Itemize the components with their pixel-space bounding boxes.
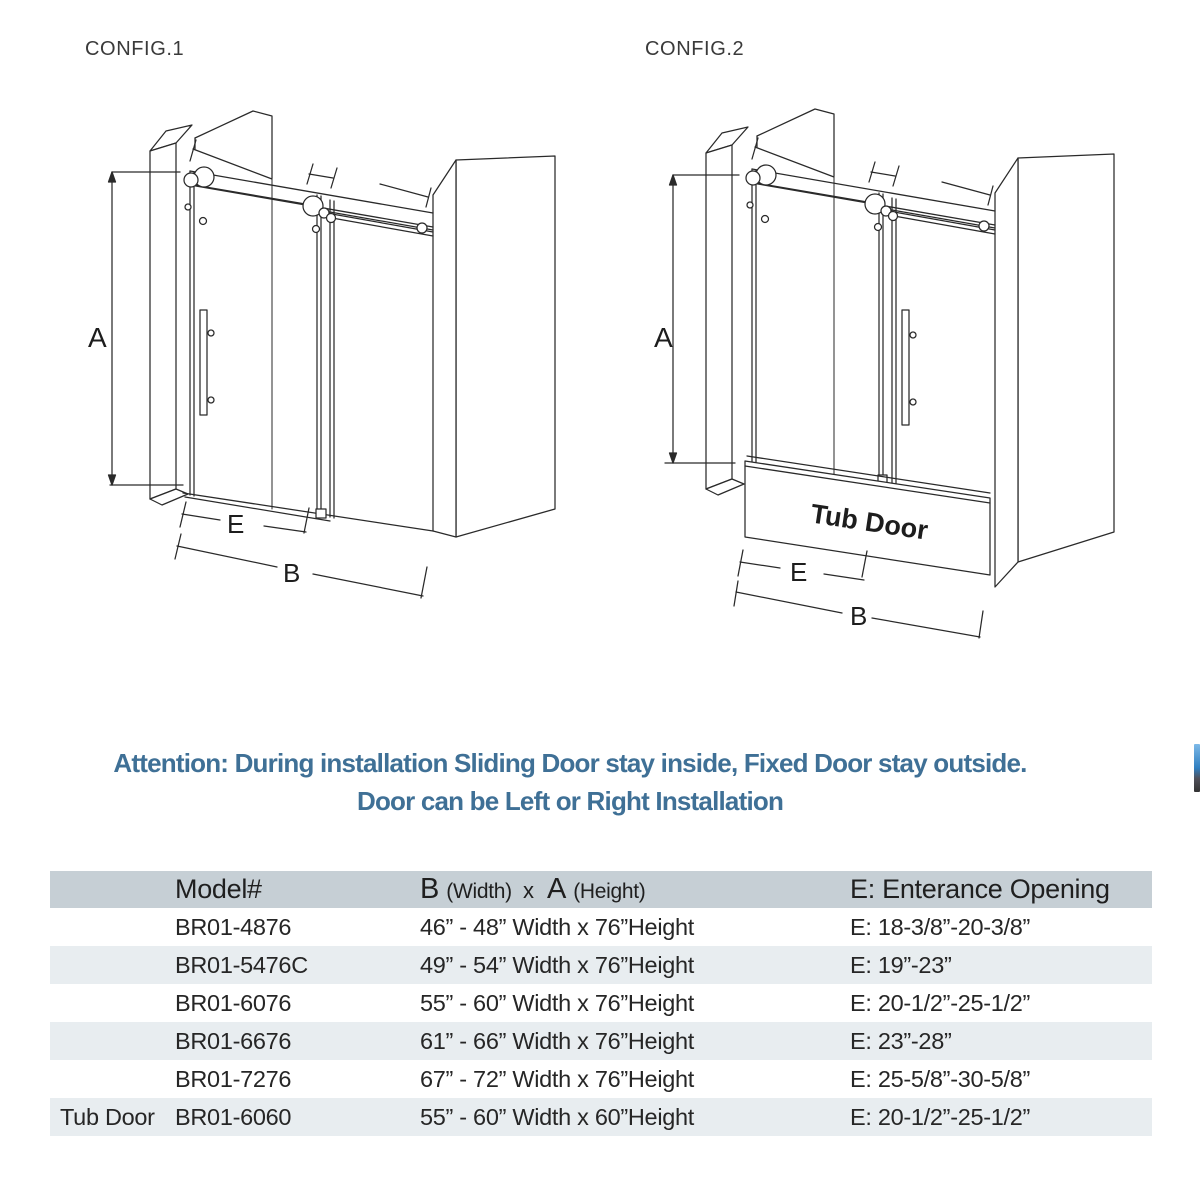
config1-right-wall: [433, 156, 555, 537]
config2-right-wall: [995, 154, 1114, 587]
size-cell: 55” - 60” Width x 60”Height: [420, 1103, 695, 1130]
entrance-cell: E: 18-3/8”-20-3/8”: [850, 913, 1031, 940]
header-b: B: [420, 873, 440, 905]
config1-drawing: [80, 85, 600, 705]
size-cell: 49” - 54” Width x 76”Height: [420, 951, 695, 978]
table-row: [50, 908, 1152, 946]
model-cell: BR01-6676: [175, 1027, 292, 1054]
config2-label-b: B: [850, 601, 868, 631]
table-row: [50, 1022, 1152, 1060]
header-height: (Height): [573, 880, 646, 903]
config2-door-handle: [902, 310, 916, 425]
model-cell: BR01-7276: [175, 1065, 292, 1092]
config2-fixed-panel: [878, 198, 995, 488]
header-width: (Width): [446, 880, 512, 903]
config2-left-wall: [706, 127, 748, 495]
config2-title: CONFIG.2: [645, 38, 745, 60]
header-size-cell: [420, 873, 850, 906]
config1-title: CONFIG.1: [85, 38, 185, 60]
table-row: [50, 946, 1152, 984]
config1-label-a: A: [88, 322, 107, 353]
config2-drawing: [640, 85, 1160, 705]
size-cell: 67” - 72” Width x 76”Height: [420, 1065, 695, 1092]
attention-note: [0, 744, 1140, 820]
entrance-cell: E: 20-1/2”-25-1/2”: [850, 1103, 1031, 1130]
header-model-cell: Model#: [175, 874, 262, 904]
model-cell: BR01-5476C: [175, 951, 308, 978]
config2-header-wall: [757, 109, 834, 476]
header-x: x: [523, 878, 534, 903]
header-entrance-cell: E: Enterance Opening: [850, 874, 1110, 904]
config2-tub-door-label: Tub Door: [808, 498, 930, 546]
entrance-cell: E: 25-5/8”-30-5/8”: [850, 1065, 1031, 1092]
entrance-cell: E: 20-1/2”-25-1/2”: [850, 989, 1031, 1016]
entrance-cell: E: 19”-23”: [850, 951, 952, 978]
config2-sliding-door: [752, 170, 883, 484]
table-row: [50, 984, 1152, 1022]
model-cell: BR01-6076: [175, 989, 292, 1016]
config1-sliding-door: [190, 172, 321, 516]
table-row: [50, 1060, 1152, 1098]
config1-fixed-panel: [316, 200, 433, 518]
attention-line-1: Attention: During installation Sliding Door stay inside, Fixed Door stay outside.: [113, 748, 1027, 778]
model-cell: BR01-4876: [175, 913, 292, 940]
size-cell: 61” - 66” Width x 76”Height: [420, 1027, 695, 1054]
screen-edge-artifact: [1194, 744, 1200, 792]
table-header-row: [50, 871, 1152, 908]
config1-label-e: E: [227, 509, 245, 539]
model-cell: BR01-6060: [175, 1103, 292, 1130]
table-row: [50, 1098, 1152, 1136]
header-a: A: [546, 873, 566, 905]
config1-dimension-b: [175, 534, 427, 598]
size-cell: 55” - 60” Width x 76”Height: [420, 989, 695, 1016]
config1-label-b: B: [283, 558, 301, 588]
config2-label-a: A: [654, 322, 673, 353]
group-cell: Tub Door: [60, 1103, 155, 1130]
config1-door-handle: [200, 310, 214, 415]
attention-line-2: Door can be Left or Right Installation: [356, 786, 784, 816]
entrance-cell: E: 23”-28”: [850, 1027, 952, 1054]
size-cell: 46” - 48” Width x 76”Height: [420, 913, 695, 940]
config2-label-e: E: [790, 557, 808, 587]
spec-table: [50, 871, 1152, 1136]
